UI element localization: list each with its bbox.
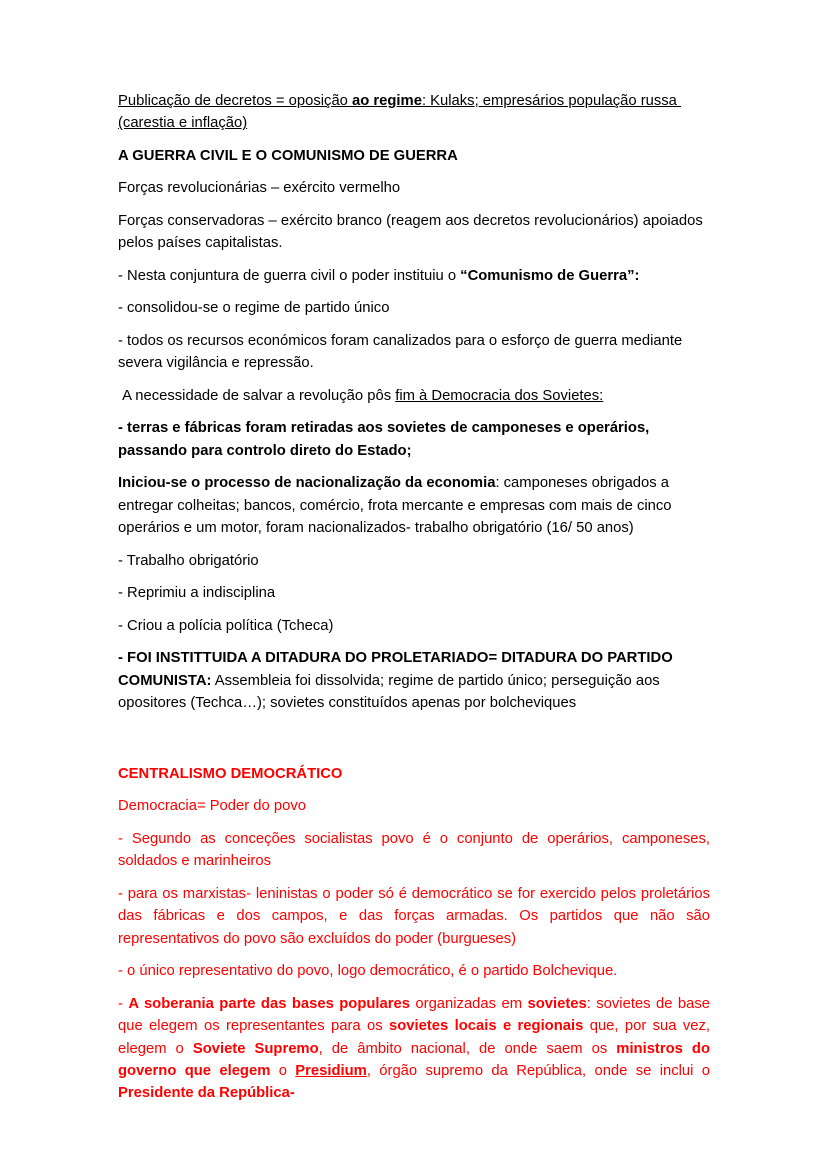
text-run: Presidium [295,1062,367,1079]
text-run: Assembleia foi dissolvida; regime de partido único; perseguição aos opositores (Techca…); sovietes constituídos apenas por bolcheviques [118,672,664,712]
text-run: : camponeses obrigados a entregar colheitas; bancos, comércio, frota mercante e empresas com mais de cinco operários e um motor, foram nacionalizados- trabalho obrigatório (16/ 50 anos) [118,475,676,537]
para-policia-politica [118,615,710,637]
para-comunismo-de-guerra [118,265,710,287]
text-run: sovietes [527,995,587,1012]
para-democracia-poder-povo [118,795,710,817]
para-forcas-conservadoras [118,210,710,255]
text-run: “Comunismo de Guerra”: [460,267,640,284]
text-run: , órgão supremo da República, onde se inclui o [366,1062,715,1079]
text-run: - terras e fábricas foram retiradas aos sovietes de camponeses e operários, passando para controlo direto do Estado; [118,420,654,459]
text-run: sovietes locais e regionais [389,1018,584,1035]
text-run: A GUERRA CIVIL E O COMUNISMO DE GUERRA [118,147,458,164]
text-run: que, por sua vez, elegem o [118,1018,715,1057]
text-run: - para os marxistas- leninistas o poder só é democrático se for exercido pelos proletários das fábricas e dos campos, e das forças armadas. Os partidos que não são representativos do povo são excluídos do poder (burgueses) [118,885,715,947]
text-run: - Segundo as conceções socialistas povo é o conjunto de operários, camponeses, soldados e marinheiros [118,830,715,870]
text-run: Presidente da República- [118,1085,295,1102]
para-nacionalizacao [118,472,710,539]
text-run: A necessidade de salvar a revolução pôs [118,387,396,404]
para-concecoes-socialistas [118,828,715,873]
text-run: : Kulaks; empresários população russa (carestia e inflação) [118,93,682,132]
para-terras-fabricas [118,417,710,462]
para-partido-unico [118,297,710,319]
para-forcas-revolucionarias [118,177,710,199]
text-run: , de âmbito nacional, de onde saem os [318,1040,617,1057]
text-run: Forças conservadoras – exército branco (reagem aos decretos revolucionários) apoiados pelos países capitalistas. [118,212,707,252]
text-run: : sovietes de base que elegem os representantes para os [118,995,715,1035]
text-run: - o único representativo do povo, logo democrático, é o partido Bolchevique. [118,963,618,980]
text-run: Soviete Supremo [192,1040,319,1057]
para-recursos-economicos [118,330,710,375]
document-body [118,90,715,1105]
text-run: - todos os recursos económicos foram canalizados para o esforço de guerra mediante severa vigilância e repressão. [118,332,687,372]
text-run: - [118,995,129,1012]
text-run: Publicação de decretos = oposição [118,93,353,109]
text-run: - Reprimiu a indisciplina [118,585,276,602]
text-run: ministros do governo que elegem [118,1040,715,1079]
text-run: Democracia= Poder do povo [118,798,306,815]
heading-centralismo-democratico [118,763,710,785]
text-run: - Nesta conjuntura de guerra civil o poder instituiu o [118,267,461,284]
para-marxistas-leninistas [118,883,715,950]
para-partido-bolchevique [118,960,710,982]
text-run: - FOI INSTITTUIDA A DITADURA DO PROLETARIADO= DITADURA DO PARTIDO COMUNISTA: [118,650,677,689]
text-run: organizadas em [409,995,528,1012]
para-soberania-bases-populares [118,993,715,1105]
text-run: A soberania parte das bases populares [128,995,410,1012]
intro-underlined [118,90,710,135]
para-ditadura-proletariado [118,647,710,714]
para-reprimiu-indisciplina [118,582,710,604]
text-run: - consolidou-se o regime de partido único [118,300,390,317]
text-run: CENTRALISMO DEMOCRÁTICO [118,765,343,782]
text-run: - Trabalho obrigatório [118,552,259,569]
heading-guerra-civil [118,145,710,167]
text-run: ao regime [352,93,422,109]
para-trabalho-obrigatorio [118,550,710,572]
text-run: Iniciou-se o processo de nacionalização da economia [118,475,496,492]
text-run: Forças revolucionárias – exército vermelho [118,180,401,197]
text-run: o [270,1062,296,1079]
para-fim-democracia-sovietes [118,385,710,407]
text-run: - Criou a polícia política (Tcheca) [118,617,334,634]
text-run: fim à Democracia dos Sovietes: [395,387,604,404]
